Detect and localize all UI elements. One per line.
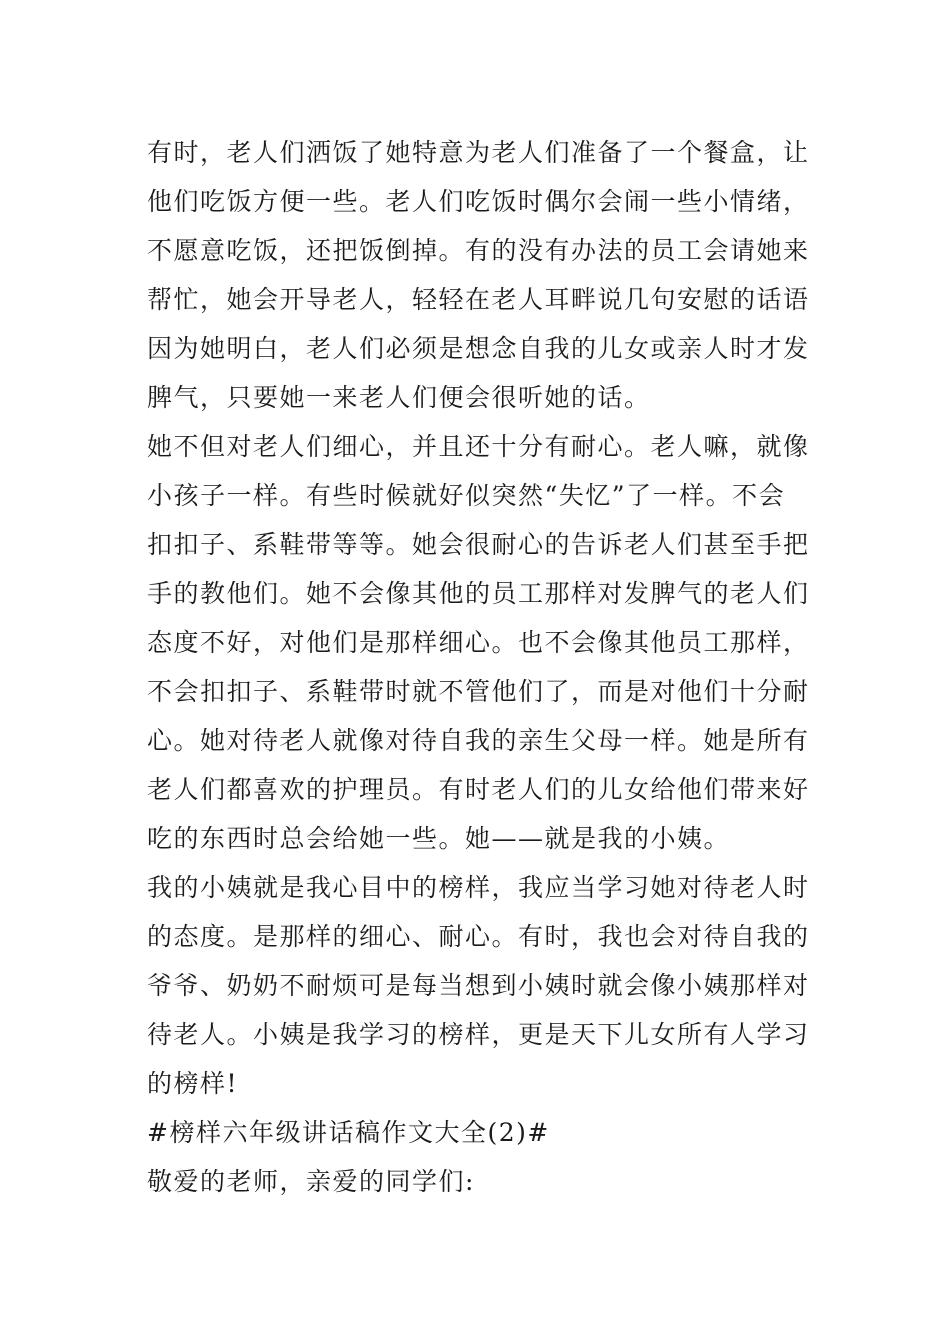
salutation: 敬爱的老师，亲爱的同学们: bbox=[147, 1167, 475, 1196]
text-line: 的态度。是那样的细心、耐心。有时，我也会对待自我的 bbox=[147, 922, 810, 951]
text-line: 吃的东西时总会给她一些。她——就是我的小姨。 bbox=[147, 824, 731, 853]
text-line: 爷爷、奶奶不耐烦可是每当想到小姨时就会像小姨那样对 bbox=[147, 971, 810, 1000]
text-line: 不会扣扣子、系鞋带时就不管他们了，而是对他们十分耐 bbox=[147, 677, 810, 706]
text-line: 帮忙，她会开导老人，轻轻在老人耳畔说几句安慰的话语 bbox=[147, 285, 810, 314]
text-line: 待老人。小姨是我学习的榜样，更是天下儿女所有人学习 bbox=[147, 1020, 810, 1049]
text-line: 手的教他们。她不会像其他的员工那样对发脾气的老人们 bbox=[147, 579, 810, 608]
document-body bbox=[147, 128, 817, 1206]
text-line: 他们吃饭方便一些。老人们吃饭时偶尔会闹一些小情绪， bbox=[147, 187, 810, 216]
text-line: 老人们都喜欢的护理员。有时老人们的儿女给他们带来好 bbox=[147, 775, 810, 804]
text-line: 的榜样! bbox=[147, 1069, 239, 1098]
section-heading: #榜样六年级讲话稿作文大全(2)# bbox=[147, 1118, 550, 1147]
text-line: 我的小姨就是我心目中的榜样，我应当学习她对待老人时 bbox=[147, 873, 810, 902]
text-line: 她不但对老人们细心，并且还十分有耐心。老人嘛，就像 bbox=[147, 432, 810, 461]
text-line: 不愿意吃饭，还把饭倒掉。有的没有办法的员工会请她来 bbox=[147, 236, 810, 265]
text-line: 因为她明白，老人们必须是想念自我的儿女或亲人时才发 bbox=[147, 334, 810, 363]
text-line: 有时，老人们洒饭了她特意为老人们准备了一个餐盒，让 bbox=[147, 138, 810, 167]
text-line: 小孩子一样。有些时候就好似突然“失忆”了一样。不会 bbox=[147, 481, 786, 510]
text-line: 心。她对待老人就像对待自我的亲生父母一样。她是所有 bbox=[147, 726, 810, 755]
text-line: 态度不好，对他们是那样细心。也不会像其他员工那样， bbox=[147, 628, 810, 657]
text-line: 脾气，只要她一来老人们便会很听她的话。 bbox=[147, 383, 651, 412]
text-line: 扣扣子、系鞋带等等。她会很耐心的告诉老人们甚至手把 bbox=[147, 530, 810, 559]
